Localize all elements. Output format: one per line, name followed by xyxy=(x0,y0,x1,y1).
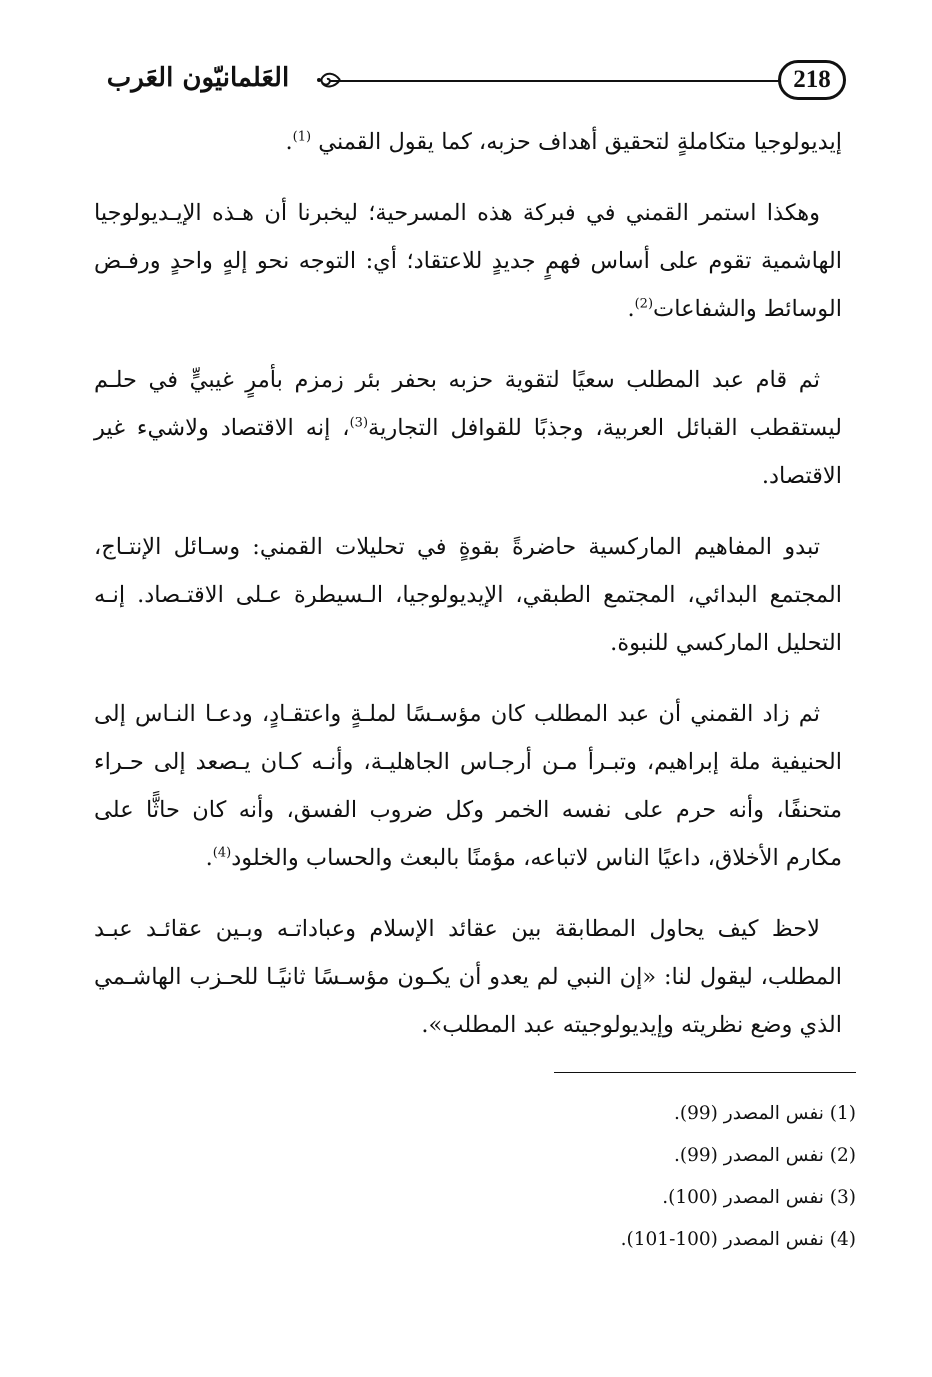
paragraph-tail: . xyxy=(205,845,213,871)
paragraph xyxy=(94,356,842,500)
paragraph-tail: ، إنه الاقتصاد ولاشيء غير الاقتصاد. xyxy=(94,415,842,489)
footnote-marker: (4) xyxy=(212,845,232,861)
paragraph xyxy=(94,189,842,333)
paragraph-text: ثم زاد القمني أن عبد المطلب كان مؤسـسًا لملـةٍ واعتقـادٍ، ودعـا النـاس إلى الحنيفية ملة إبراهيم، وتبـرأ مـن أرجـاس الجاهليـة، وأنـه كـان يـصعد إلى حـراء متحنفًا، وأنه حرم على نفسه الخمر وكل ضروب الفسق، وأنه كان حاثًّا على مكارم الأخلاق، داعيًا الناس لاتباعه، مؤمنًا بالبعث والحساب والخلود xyxy=(94,701,842,871)
paragraph xyxy=(94,690,842,882)
paragraph-text: ثم قام عبد المطلب سعيًا لتقوية حزبه بحفر بئر زمزم بأمرٍ غيبيٍّ في حلـم ليستقطب القبائل العربية، وجذبًا للقوافل التجارية xyxy=(94,367,842,441)
footnote-separator xyxy=(554,1072,856,1073)
paragraph xyxy=(94,118,842,166)
paragraph xyxy=(94,523,842,667)
paragraph-text: تبدو المفاهيم الماركسية حاضرةً بقوةٍ في تحليلات القمني: وسـائل الإنتـاج، المجتمع البدائي، المجتمع الطبقي، الإيديولوجيا، الـسيطرة عـلى الاقتـصاد. إنـه التحليل الماركسي للنبوة. xyxy=(94,534,842,656)
footnote: (4) نفس المصدر (100-101). xyxy=(620,1229,856,1250)
footnote-marker: (1) xyxy=(292,129,312,145)
paragraph-tail: . xyxy=(285,129,293,155)
footnote: (1) نفس المصدر (99). xyxy=(674,1103,856,1124)
running-title: العَلمانيّون العَرب xyxy=(106,63,290,93)
paragraph-text: لاحظ كيف يحاول المطابقة بين عقائد الإسلام وعباداتـه وبـين عقائـد عبـد المطلب، ليقول لنا: «إن النبي لم يعدو أن يكـون مؤسـسًا ثانيًـا للحـزب الهاشـمي الذي وضع نظريته وإيديولوجيته عبد المطلب». xyxy=(94,916,842,1038)
page-number: 218 xyxy=(778,60,846,100)
footnote: (2) نفس المصدر (99). xyxy=(674,1145,856,1166)
header-rule xyxy=(330,80,780,82)
body-text xyxy=(94,118,842,1072)
paragraph-text: وهكذا استمر القمني في فبركة هذه المسرحية؛ ليخبرنا أن هـذه الإيـديولوجيا الهاشمية تقوم على أساس فهمٍ جديدٍ للاعتقاد؛ أي: التوجه نحو إلهٍ واحدٍ ورفـض الوسائط والشفاعات xyxy=(94,200,842,322)
page-header xyxy=(80,58,846,108)
paragraph-tail: . xyxy=(627,296,635,322)
footnote-marker: (3) xyxy=(349,415,369,431)
footnote: (3) نفس المصدر (100). xyxy=(662,1187,856,1208)
paragraph xyxy=(94,905,842,1049)
floral-ornament-icon xyxy=(316,68,342,92)
footnote-marker: (2) xyxy=(634,296,654,312)
paragraph-text: إيديولوجيا متكاملةٍ لتحقيق أهداف حزبه، كما يقول القمني xyxy=(311,129,842,155)
footnotes xyxy=(356,1098,856,1266)
